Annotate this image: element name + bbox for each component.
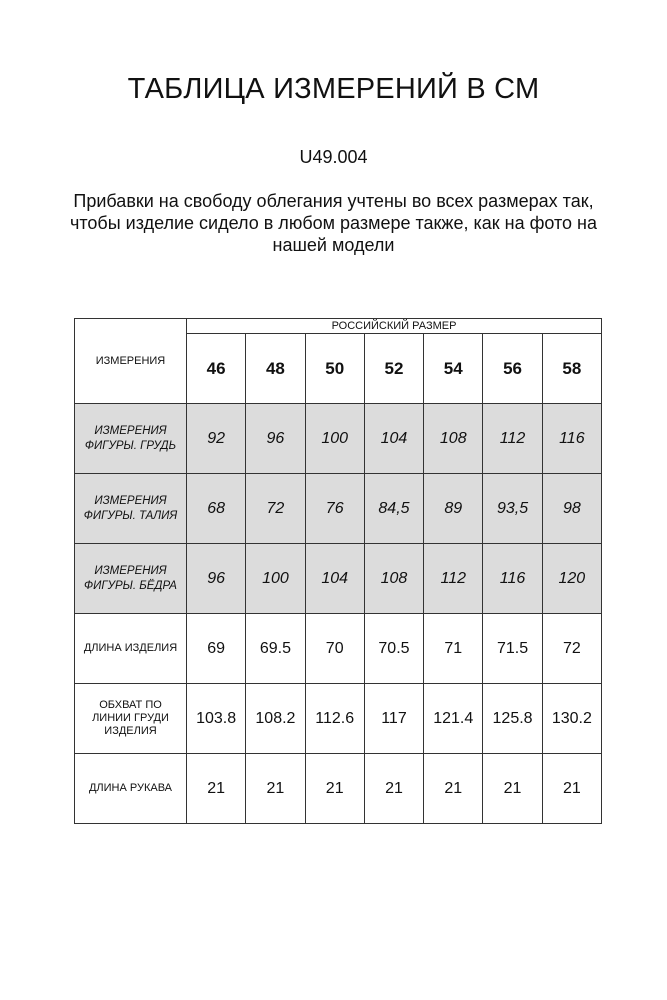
table-cell: 21: [246, 754, 305, 824]
row-label-line: ФИГУРЫ. ТАЛИЯ: [83, 509, 178, 522]
table-row-chest: [75, 404, 602, 474]
size-header: 50: [305, 334, 364, 404]
table-cell: 98: [542, 474, 601, 544]
table-cell: 69: [187, 614, 246, 684]
table-cell: 121.4: [424, 684, 483, 754]
row-label: ДЛИНА ИЗДЕЛИЯ: [75, 614, 187, 684]
table-cell: 21: [187, 754, 246, 824]
table-cell: 72: [246, 474, 305, 544]
row-label: ДЛИНА РУКАВА: [75, 754, 187, 824]
row-label-line: ИЗМЕРЕНИЯ: [94, 564, 167, 577]
table-cell: 21: [364, 754, 423, 824]
table-cell: 125.8: [483, 684, 542, 754]
row-label-line: ФИГУРЫ. БЁДРА: [84, 579, 177, 592]
row-label-line: ОБХВАТ ПО: [99, 699, 162, 711]
size-header: 58: [542, 334, 601, 404]
fit-note: Прибавки на свободу облегания учтены во всех размерах так, чтобы изделие сидело в любом размере также, как на фото на нашей модели: [69, 191, 598, 255]
table-cell: 72: [542, 614, 601, 684]
table-cell: 108: [424, 404, 483, 474]
size-header: 52: [364, 334, 423, 404]
table-cell: 108: [364, 544, 423, 614]
table-cell: 69.5: [246, 614, 305, 684]
table-cell: 120: [542, 544, 601, 614]
header-row-group: [75, 319, 602, 334]
page-title: ТАБЛИЦА ИЗМЕРЕНИЙ В СМ: [127, 73, 540, 105]
table-cell: 112: [424, 544, 483, 614]
table-row-garment-chest: [75, 684, 602, 754]
table-cell: 89: [424, 474, 483, 544]
table-cell: 112.6: [305, 684, 364, 754]
table-row-sleeve-length: [75, 754, 602, 824]
table-cell: 116: [483, 544, 542, 614]
row-label: [75, 474, 187, 544]
row-label-line: ИЗМЕРЕНИЯ: [94, 424, 167, 437]
table-cell: 70: [305, 614, 364, 684]
size-header: 46: [187, 334, 246, 404]
row-label-line: ИЗМЕРЕНИЯ: [94, 494, 167, 507]
table-cell: 93,5: [483, 474, 542, 544]
table-cell: 21: [305, 754, 364, 824]
table-cell: 100: [246, 544, 305, 614]
size-header: 54: [424, 334, 483, 404]
table-cell: 84,5: [364, 474, 423, 544]
table-cell: 96: [246, 404, 305, 474]
row-label-line: ФИГУРЫ. ГРУДЬ: [84, 439, 177, 452]
row-label: [75, 544, 187, 614]
row-label: [75, 404, 187, 474]
row-label: [75, 684, 187, 754]
table-cell: 112: [483, 404, 542, 474]
table-cell: 96: [187, 544, 246, 614]
size-group-label: РОССИЙСКИЙ РАЗМЕР: [187, 319, 602, 334]
row-header-label: ИЗМЕРЕНИЯ: [75, 319, 187, 404]
size-header: 56: [483, 334, 542, 404]
table-cell: 108.2: [246, 684, 305, 754]
size-header: 48: [246, 334, 305, 404]
table-row-garment-length: [75, 614, 602, 684]
table-cell: 21: [483, 754, 542, 824]
table-cell: 100: [305, 404, 364, 474]
article-code: U49.004: [299, 147, 368, 167]
table-cell: 70.5: [364, 614, 423, 684]
table-row-waist: [75, 474, 602, 544]
table-cell: 103.8: [187, 684, 246, 754]
table-cell: 130.2: [542, 684, 601, 754]
row-label-line: ЛИНИИ ГРУДИ: [92, 712, 169, 724]
table-cell: 68: [187, 474, 246, 544]
table-cell: 104: [364, 404, 423, 474]
table-cell: 104: [305, 544, 364, 614]
table-cell: 21: [542, 754, 601, 824]
table-cell: 71.5: [483, 614, 542, 684]
table-cell: 116: [542, 404, 601, 474]
size-table: [74, 318, 602, 824]
table-row-hips: [75, 544, 602, 614]
table-cell: 92: [187, 404, 246, 474]
table-cell: 21: [424, 754, 483, 824]
table-cell: 71: [424, 614, 483, 684]
table-cell: 76: [305, 474, 364, 544]
row-label-line: ИЗДЕЛИЯ: [104, 725, 157, 737]
table-cell: 117: [364, 684, 423, 754]
